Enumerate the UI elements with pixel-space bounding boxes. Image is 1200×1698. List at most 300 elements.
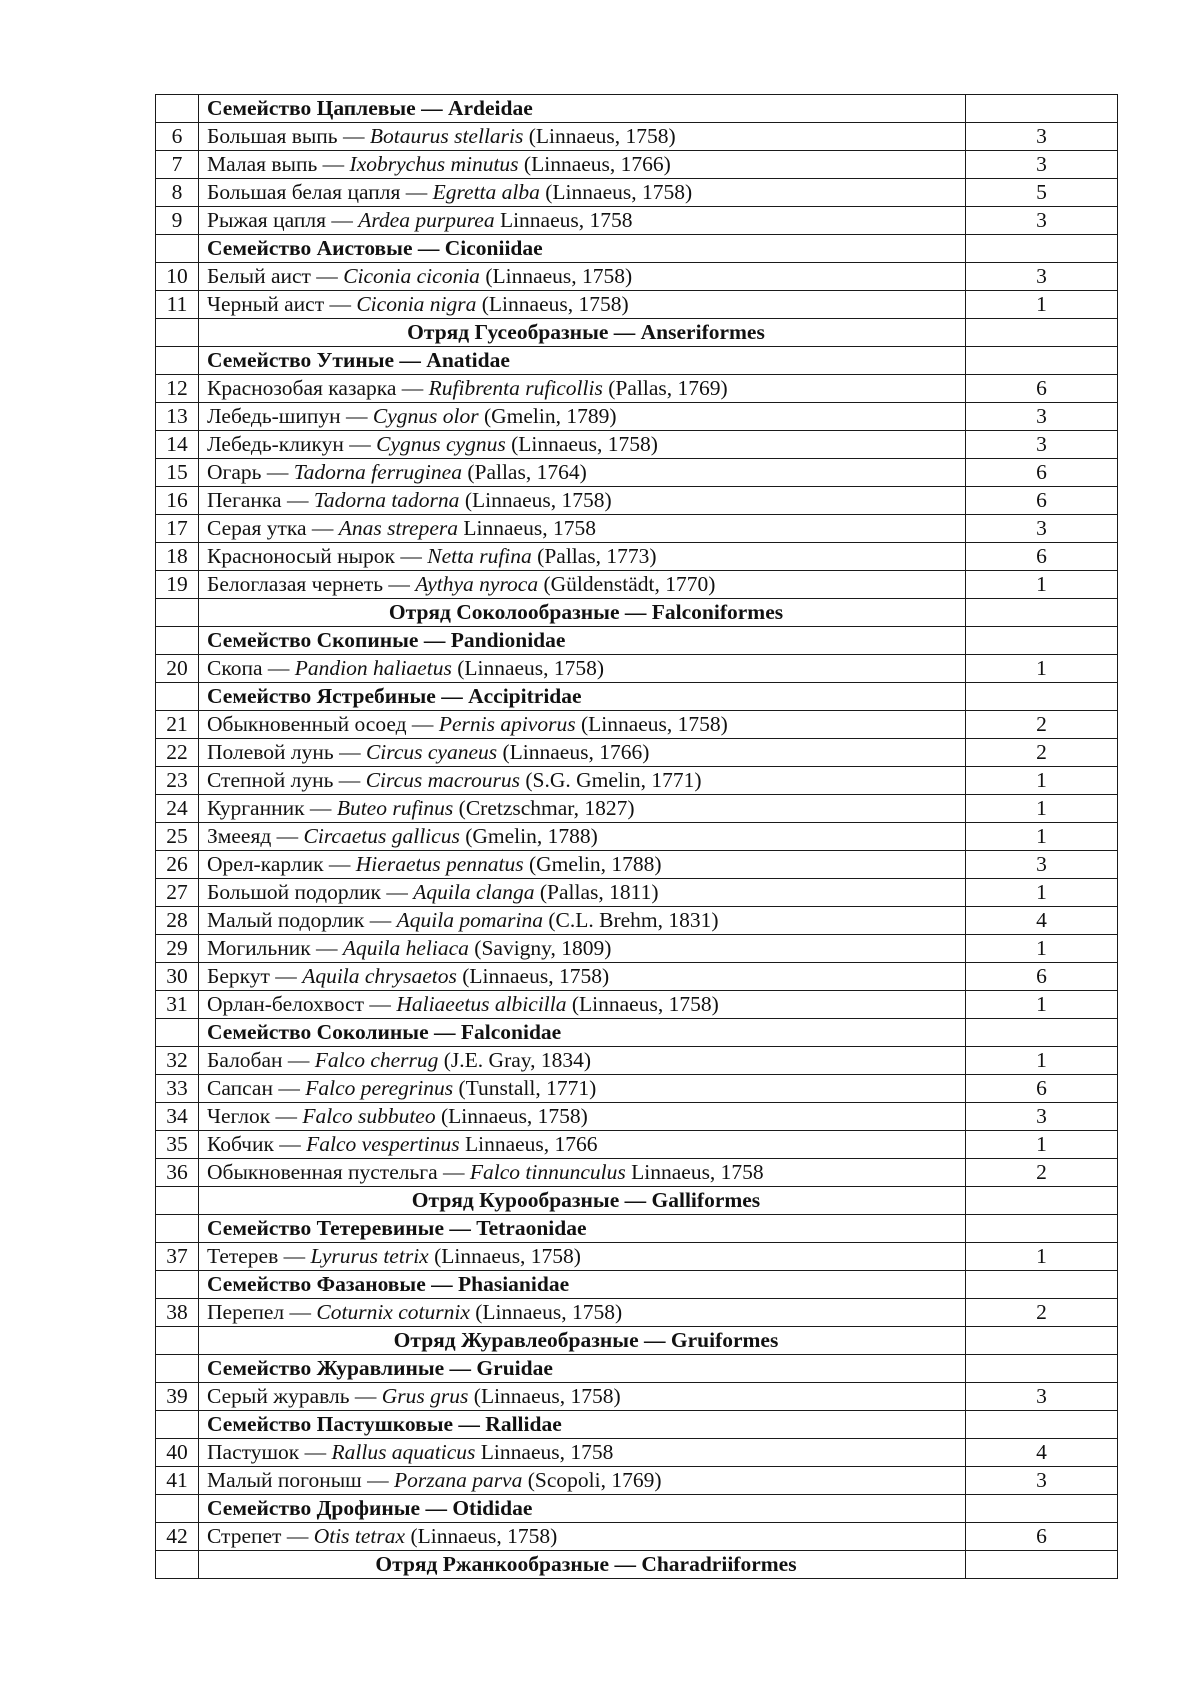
- order-header-row: [156, 319, 1118, 347]
- scientific-name: Anas strepera: [338, 516, 459, 540]
- author-citation: (Savigny, 1809): [468, 936, 612, 960]
- row-number-cell: 15: [156, 459, 199, 487]
- status-category-cell: 2: [966, 711, 1118, 739]
- species-row: [156, 879, 1118, 907]
- author-citation: (Linnaeus, 1758): [459, 488, 612, 512]
- russian-name: Перепел —: [207, 1300, 317, 1324]
- species-name-cell: [199, 795, 966, 823]
- scientific-name: Porzana parva: [393, 1468, 523, 1492]
- scientific-name: Botaurus stellaris: [369, 124, 524, 148]
- species-name-cell: [199, 963, 966, 991]
- species-row: [156, 1103, 1118, 1131]
- status-category-cell: 1: [966, 823, 1118, 851]
- author-citation: (Linnaeus, 1758): [435, 1104, 588, 1128]
- row-number-cell: 34: [156, 1103, 199, 1131]
- species-row: [156, 767, 1118, 795]
- species-row: [156, 291, 1118, 319]
- species-name-cell: [199, 487, 966, 515]
- russian-name: Кобчик —: [207, 1132, 307, 1156]
- row-number-cell: 41: [156, 1467, 199, 1495]
- status-category-cell: [966, 347, 1118, 375]
- species-name-cell: [199, 739, 966, 767]
- status-category-cell: [966, 95, 1118, 123]
- row-number-cell: [156, 1215, 199, 1243]
- scientific-name: Falco peregrinus: [305, 1076, 454, 1100]
- species-name-cell: [199, 1075, 966, 1103]
- species-table-body: [156, 95, 1118, 1579]
- row-number-cell: 35: [156, 1131, 199, 1159]
- row-number-cell: 20: [156, 655, 199, 683]
- row-number-cell: [156, 627, 199, 655]
- status-category-cell: 3: [966, 851, 1118, 879]
- species-row: [156, 403, 1118, 431]
- family-name-cell: Семейство Фазановые — Phasianidae: [199, 1271, 966, 1299]
- species-row: [156, 1075, 1118, 1103]
- author-citation: (Linnaeus, 1758): [566, 992, 719, 1016]
- row-number-cell: 18: [156, 543, 199, 571]
- species-row: [156, 207, 1118, 235]
- row-number-cell: 22: [156, 739, 199, 767]
- species-row: [156, 963, 1118, 991]
- species-row: [156, 1439, 1118, 1467]
- russian-name: Балобан —: [207, 1048, 315, 1072]
- species-row: [156, 655, 1118, 683]
- species-row: [156, 179, 1118, 207]
- species-name-cell: [199, 263, 966, 291]
- family-name-cell: Семейство Дрофиные — Otididae: [199, 1495, 966, 1523]
- species-name-cell: [199, 907, 966, 935]
- scientific-name: Rallus aquaticus: [331, 1440, 476, 1464]
- status-category-cell: 1: [966, 935, 1118, 963]
- species-name-cell: [199, 179, 966, 207]
- row-number-cell: [156, 1271, 199, 1299]
- status-category-cell: 3: [966, 263, 1118, 291]
- scientific-name: Netta rufina: [427, 544, 532, 568]
- scientific-name: Pernis apivorus: [438, 712, 576, 736]
- row-number-cell: 32: [156, 1047, 199, 1075]
- status-category-cell: [966, 599, 1118, 627]
- species-row: [156, 795, 1118, 823]
- species-row: [156, 1299, 1118, 1327]
- scientific-name: Coturnix coturnix: [316, 1300, 470, 1324]
- russian-name: Пастушок —: [207, 1440, 332, 1464]
- status-category-cell: 6: [966, 1075, 1118, 1103]
- status-category-cell: [966, 1187, 1118, 1215]
- status-category-cell: [966, 1355, 1118, 1383]
- family-name-cell: Семейство Тетеревиные — Tetraonidae: [199, 1215, 966, 1243]
- scientific-name: Falco tinnunculus: [469, 1160, 626, 1184]
- row-number-cell: 36: [156, 1159, 199, 1187]
- row-number-cell: [156, 683, 199, 711]
- russian-name: Степной лунь —: [207, 768, 366, 792]
- row-number-cell: 17: [156, 515, 199, 543]
- row-number-cell: 25: [156, 823, 199, 851]
- status-category-cell: 1: [966, 879, 1118, 907]
- author-citation: (Linnaeus, 1758): [479, 264, 633, 288]
- scientific-name: Aquila chrysaetos: [302, 964, 457, 988]
- family-header-row: [156, 235, 1118, 263]
- row-number-cell: [156, 347, 199, 375]
- author-citation: (Tunstall, 1771): [453, 1076, 597, 1100]
- author-citation: (Linnaeus, 1758): [451, 656, 605, 680]
- status-category-cell: 6: [966, 375, 1118, 403]
- russian-name: Черный аист —: [207, 292, 357, 316]
- status-category-cell: 1: [966, 291, 1118, 319]
- author-citation: (Linnaeus, 1758): [539, 180, 693, 204]
- species-row: [156, 1523, 1118, 1551]
- author-citation: (Linnaeus, 1758): [523, 124, 676, 148]
- author-citation: (Pallas, 1764): [461, 460, 587, 484]
- row-number-cell: [156, 319, 199, 347]
- row-number-cell: [156, 1355, 199, 1383]
- scientific-name: Rufibrenta ruficollis: [428, 376, 603, 400]
- row-number-cell: [156, 235, 199, 263]
- species-name-cell: [199, 543, 966, 571]
- status-category-cell: 3: [966, 515, 1118, 543]
- row-number-cell: 19: [156, 571, 199, 599]
- row-number-cell: 14: [156, 431, 199, 459]
- species-row: [156, 1047, 1118, 1075]
- author-citation: (Linnaeus, 1758): [456, 964, 610, 988]
- row-number-cell: [156, 95, 199, 123]
- species-name-cell: [199, 459, 966, 487]
- author-citation: (J.E. Gray, 1834): [438, 1048, 592, 1072]
- family-header-row: [156, 1271, 1118, 1299]
- family-name-cell: Семейство Утиные — Anatidae: [199, 347, 966, 375]
- status-category-cell: 3: [966, 403, 1118, 431]
- row-number-cell: [156, 1495, 199, 1523]
- scientific-name: Falco cherrug: [314, 1048, 439, 1072]
- russian-name: Орел-карлик —: [207, 852, 356, 876]
- scientific-name: Ixobrychus minutus: [349, 152, 519, 176]
- russian-name: Большая белая цапля —: [207, 180, 433, 204]
- status-category-cell: [966, 1215, 1118, 1243]
- row-number-cell: [156, 599, 199, 627]
- scientific-name: Otis tetrax: [313, 1524, 406, 1548]
- species-name-cell: [199, 1159, 966, 1187]
- row-number-cell: 10: [156, 263, 199, 291]
- row-number-cell: 28: [156, 907, 199, 935]
- author-citation: (Linnaeus, 1766): [518, 152, 671, 176]
- order-header-row: [156, 1551, 1118, 1579]
- russian-name: Чеглок —: [207, 1104, 303, 1128]
- status-category-cell: 3: [966, 123, 1118, 151]
- russian-name: Серый журавль —: [207, 1384, 382, 1408]
- russian-name: Краснозобая казарка —: [207, 376, 429, 400]
- author-citation: (S.G. Gmelin, 1771): [519, 768, 702, 792]
- row-number-cell: [156, 1551, 199, 1579]
- status-category-cell: 6: [966, 543, 1118, 571]
- species-name-cell: [199, 1131, 966, 1159]
- status-category-cell: 6: [966, 1523, 1118, 1551]
- status-category-cell: 1: [966, 767, 1118, 795]
- order-header-row: [156, 599, 1118, 627]
- species-row: [156, 823, 1118, 851]
- scientific-name: Hieraetus pennatus: [355, 852, 524, 876]
- family-header-row: [156, 1495, 1118, 1523]
- species-name-cell: [199, 1243, 966, 1271]
- status-category-cell: [966, 1019, 1118, 1047]
- species-name-cell: [199, 375, 966, 403]
- species-table: [155, 94, 1118, 1579]
- species-name-cell: [199, 151, 966, 179]
- russian-name: Лебедь-шипун —: [207, 404, 373, 428]
- order-header-row: [156, 1187, 1118, 1215]
- row-number-cell: [156, 1411, 199, 1439]
- status-category-cell: 1: [966, 655, 1118, 683]
- row-number-cell: 23: [156, 767, 199, 795]
- family-name-cell: Семейство Ястребиные — Accipitridae: [199, 683, 966, 711]
- family-name-cell: Семейство Пастушковые — Rallidae: [199, 1411, 966, 1439]
- status-category-cell: 3: [966, 431, 1118, 459]
- scientific-name: Haliaeetus albicilla: [396, 992, 567, 1016]
- author-citation: Linnaeus, 1766: [459, 1132, 598, 1156]
- status-category-cell: 1: [966, 1131, 1118, 1159]
- species-name-cell: [199, 1299, 966, 1327]
- status-category-cell: [966, 627, 1118, 655]
- family-header-row: [156, 683, 1118, 711]
- status-category-cell: 1: [966, 795, 1118, 823]
- russian-name: Обыкновенная пустельга —: [207, 1160, 470, 1184]
- row-number-cell: 26: [156, 851, 199, 879]
- status-category-cell: [966, 1411, 1118, 1439]
- russian-name: Тетерев —: [207, 1244, 311, 1268]
- status-category-cell: 1: [966, 1047, 1118, 1075]
- row-number-cell: 33: [156, 1075, 199, 1103]
- family-name-cell: Семейство Журавлиные — Gruidae: [199, 1355, 966, 1383]
- scientific-name: Aquila heliaca: [342, 936, 469, 960]
- status-category-cell: [966, 1551, 1118, 1579]
- russian-name: Малый подорлик —: [207, 908, 397, 932]
- species-name-cell: [199, 403, 966, 431]
- row-number-cell: 11: [156, 291, 199, 319]
- order-name-cell: Отряд Ржанкообразные — Charadriiformes: [199, 1551, 966, 1579]
- row-number-cell: [156, 1187, 199, 1215]
- species-row: [156, 263, 1118, 291]
- russian-name: Змееяд —: [207, 824, 304, 848]
- row-number-cell: 9: [156, 207, 199, 235]
- scientific-name: Aquila clanga: [413, 880, 535, 904]
- species-name-cell: [199, 1523, 966, 1551]
- row-number-cell: 42: [156, 1523, 199, 1551]
- row-number-cell: 37: [156, 1243, 199, 1271]
- family-header-row: [156, 1411, 1118, 1439]
- row-number-cell: 31: [156, 991, 199, 1019]
- species-name-cell: [199, 935, 966, 963]
- species-name-cell: [199, 515, 966, 543]
- family-header-row: [156, 627, 1118, 655]
- row-number-cell: [156, 1327, 199, 1355]
- scientific-name: Ciconia nigra: [356, 292, 477, 316]
- author-citation: (C.L. Brehm, 1831): [542, 908, 719, 932]
- scientific-name: Cygnus olor: [372, 404, 479, 428]
- species-name-cell: [199, 1383, 966, 1411]
- row-number-cell: 8: [156, 179, 199, 207]
- author-citation: (Linnaeus, 1758): [468, 1384, 621, 1408]
- species-row: [156, 123, 1118, 151]
- family-header-row: [156, 1355, 1118, 1383]
- status-category-cell: 3: [966, 1383, 1118, 1411]
- species-row: [156, 1383, 1118, 1411]
- status-category-cell: 2: [966, 1299, 1118, 1327]
- status-category-cell: [966, 235, 1118, 263]
- order-name-cell: Отряд Журавлеобразные — Gruiformes: [199, 1327, 966, 1355]
- russian-name: Огарь —: [207, 460, 294, 484]
- scientific-name: Ardea purpurea: [358, 208, 495, 232]
- species-row: [156, 1159, 1118, 1187]
- row-number-cell: 7: [156, 151, 199, 179]
- russian-name: Рыжая цапля —: [207, 208, 359, 232]
- row-number-cell: 12: [156, 375, 199, 403]
- status-category-cell: 3: [966, 1467, 1118, 1495]
- author-citation: (Scopoli, 1769): [522, 1468, 662, 1492]
- species-row: [156, 991, 1118, 1019]
- row-number-cell: 16: [156, 487, 199, 515]
- species-row: [156, 151, 1118, 179]
- scientific-name: Cygnus cygnus: [376, 432, 506, 456]
- status-category-cell: 6: [966, 459, 1118, 487]
- author-citation: (Linnaeus, 1758): [575, 712, 728, 736]
- scientific-name: Buteo rufinus: [336, 796, 454, 820]
- status-category-cell: 4: [966, 1439, 1118, 1467]
- scientific-name: Egretta alba: [432, 180, 540, 204]
- scientific-name: Circaetus gallicus: [303, 824, 460, 848]
- author-citation: (Linnaeus, 1758): [505, 432, 658, 456]
- family-header-row: [156, 1215, 1118, 1243]
- status-category-cell: 5: [966, 179, 1118, 207]
- status-category-cell: 1: [966, 571, 1118, 599]
- species-name-cell: [199, 431, 966, 459]
- species-name-cell: [199, 767, 966, 795]
- scientific-name: Falco vespertinus: [306, 1132, 460, 1156]
- row-number-cell: 21: [156, 711, 199, 739]
- scientific-name: Circus macrourus: [365, 768, 520, 792]
- russian-name: Пеганка —: [207, 488, 314, 512]
- species-name-cell: [199, 1439, 966, 1467]
- species-name-cell: [199, 1103, 966, 1131]
- author-citation: Linnaeus, 1758: [458, 516, 596, 540]
- author-citation: (Linnaeus, 1766): [497, 740, 650, 764]
- author-citation: (Güldenstädt, 1770): [538, 572, 716, 596]
- scientific-name: Aythya nyroca: [415, 572, 539, 596]
- russian-name: Сапсан —: [207, 1076, 306, 1100]
- russian-name: Полевой лунь —: [207, 740, 366, 764]
- species-row: [156, 739, 1118, 767]
- status-category-cell: [966, 1495, 1118, 1523]
- status-category-cell: 3: [966, 207, 1118, 235]
- species-row: [156, 851, 1118, 879]
- russian-name: Малая выпь —: [207, 152, 350, 176]
- species-name-cell: [199, 207, 966, 235]
- status-category-cell: [966, 1271, 1118, 1299]
- scientific-name: Tadorna tadorna: [313, 488, 460, 512]
- author-citation: (Gmelin, 1788): [459, 824, 598, 848]
- status-category-cell: 3: [966, 151, 1118, 179]
- scientific-name: Aquila pomarina: [396, 908, 543, 932]
- family-header-row: [156, 95, 1118, 123]
- author-citation: Linnaeus, 1758: [494, 208, 633, 232]
- author-citation: (Pallas, 1811): [534, 880, 659, 904]
- species-row: [156, 431, 1118, 459]
- row-number-cell: 27: [156, 879, 199, 907]
- author-citation: Linnaeus, 1758: [625, 1160, 764, 1184]
- scientific-name: Circus cyaneus: [365, 740, 498, 764]
- row-number-cell: 13: [156, 403, 199, 431]
- russian-name: Могильник —: [207, 936, 343, 960]
- species-name-cell: [199, 851, 966, 879]
- russian-name: Красноносый нырок —: [207, 544, 428, 568]
- order-name-cell: Отряд Соколообразные — Falconiformes: [199, 599, 966, 627]
- family-name-cell: Семейство Соколиные — Falconidae: [199, 1019, 966, 1047]
- species-row: [156, 543, 1118, 571]
- scientific-name: Falco subbuteo: [302, 1104, 436, 1128]
- status-category-cell: 3: [966, 1103, 1118, 1131]
- species-row: [156, 1467, 1118, 1495]
- russian-name: Серая утка —: [207, 516, 339, 540]
- author-citation: (Linnaeus, 1758): [428, 1244, 581, 1268]
- species-row: [156, 1131, 1118, 1159]
- russian-name: Белоглазая чернеть —: [207, 572, 416, 596]
- family-name-cell: Семейство Аистовые — Ciconiidae: [199, 235, 966, 263]
- species-row: [156, 907, 1118, 935]
- russian-name: Курганник —: [207, 796, 337, 820]
- author-citation: (Linnaeus, 1758): [405, 1524, 558, 1548]
- russian-name: Белый аист —: [207, 264, 344, 288]
- species-row: [156, 711, 1118, 739]
- status-category-cell: [966, 319, 1118, 347]
- order-name-cell: Отряд Гусеобразные — Anseriformes: [199, 319, 966, 347]
- status-category-cell: [966, 1327, 1118, 1355]
- author-citation: (Linnaeus, 1758): [476, 292, 629, 316]
- species-name-cell: [199, 571, 966, 599]
- scientific-name: Tadorna ferruginea: [293, 460, 462, 484]
- scientific-name: Lyrurus tetrix: [310, 1244, 429, 1268]
- species-row: [156, 571, 1118, 599]
- species-row: [156, 935, 1118, 963]
- species-name-cell: [199, 1047, 966, 1075]
- family-name-cell: Семейство Скопиные — Pandionidae: [199, 627, 966, 655]
- row-number-cell: 24: [156, 795, 199, 823]
- species-row: [156, 1243, 1118, 1271]
- family-header-row: [156, 347, 1118, 375]
- order-name-cell: Отряд Курообразные — Galliformes: [199, 1187, 966, 1215]
- author-citation: (Pallas, 1769): [602, 376, 728, 400]
- russian-name: Большой подорлик —: [207, 880, 414, 904]
- russian-name: Лебедь-кликун —: [207, 432, 377, 456]
- author-citation: (Linnaeus, 1758): [469, 1300, 623, 1324]
- author-citation: (Pallas, 1773): [531, 544, 657, 568]
- row-number-cell: 39: [156, 1383, 199, 1411]
- family-header-row: [156, 1019, 1118, 1047]
- status-category-cell: 6: [966, 963, 1118, 991]
- species-name-cell: [199, 655, 966, 683]
- family-name-cell: Семейство Цаплевые — Ardeidae: [199, 95, 966, 123]
- status-category-cell: 6: [966, 487, 1118, 515]
- scientific-name: Ciconia ciconia: [343, 264, 480, 288]
- row-number-cell: 40: [156, 1439, 199, 1467]
- russian-name: Беркут —: [207, 964, 303, 988]
- author-citation: Linnaeus, 1758: [475, 1440, 614, 1464]
- species-row: [156, 515, 1118, 543]
- russian-name: Орлан-белохвост —: [207, 992, 397, 1016]
- scientific-name: Grus grus: [381, 1384, 469, 1408]
- status-category-cell: 2: [966, 739, 1118, 767]
- author-citation: (Gmelin, 1788): [523, 852, 662, 876]
- status-category-cell: 4: [966, 907, 1118, 935]
- species-name-cell: [199, 991, 966, 1019]
- row-number-cell: 6: [156, 123, 199, 151]
- author-citation: (Cretzschmar, 1827): [453, 796, 635, 820]
